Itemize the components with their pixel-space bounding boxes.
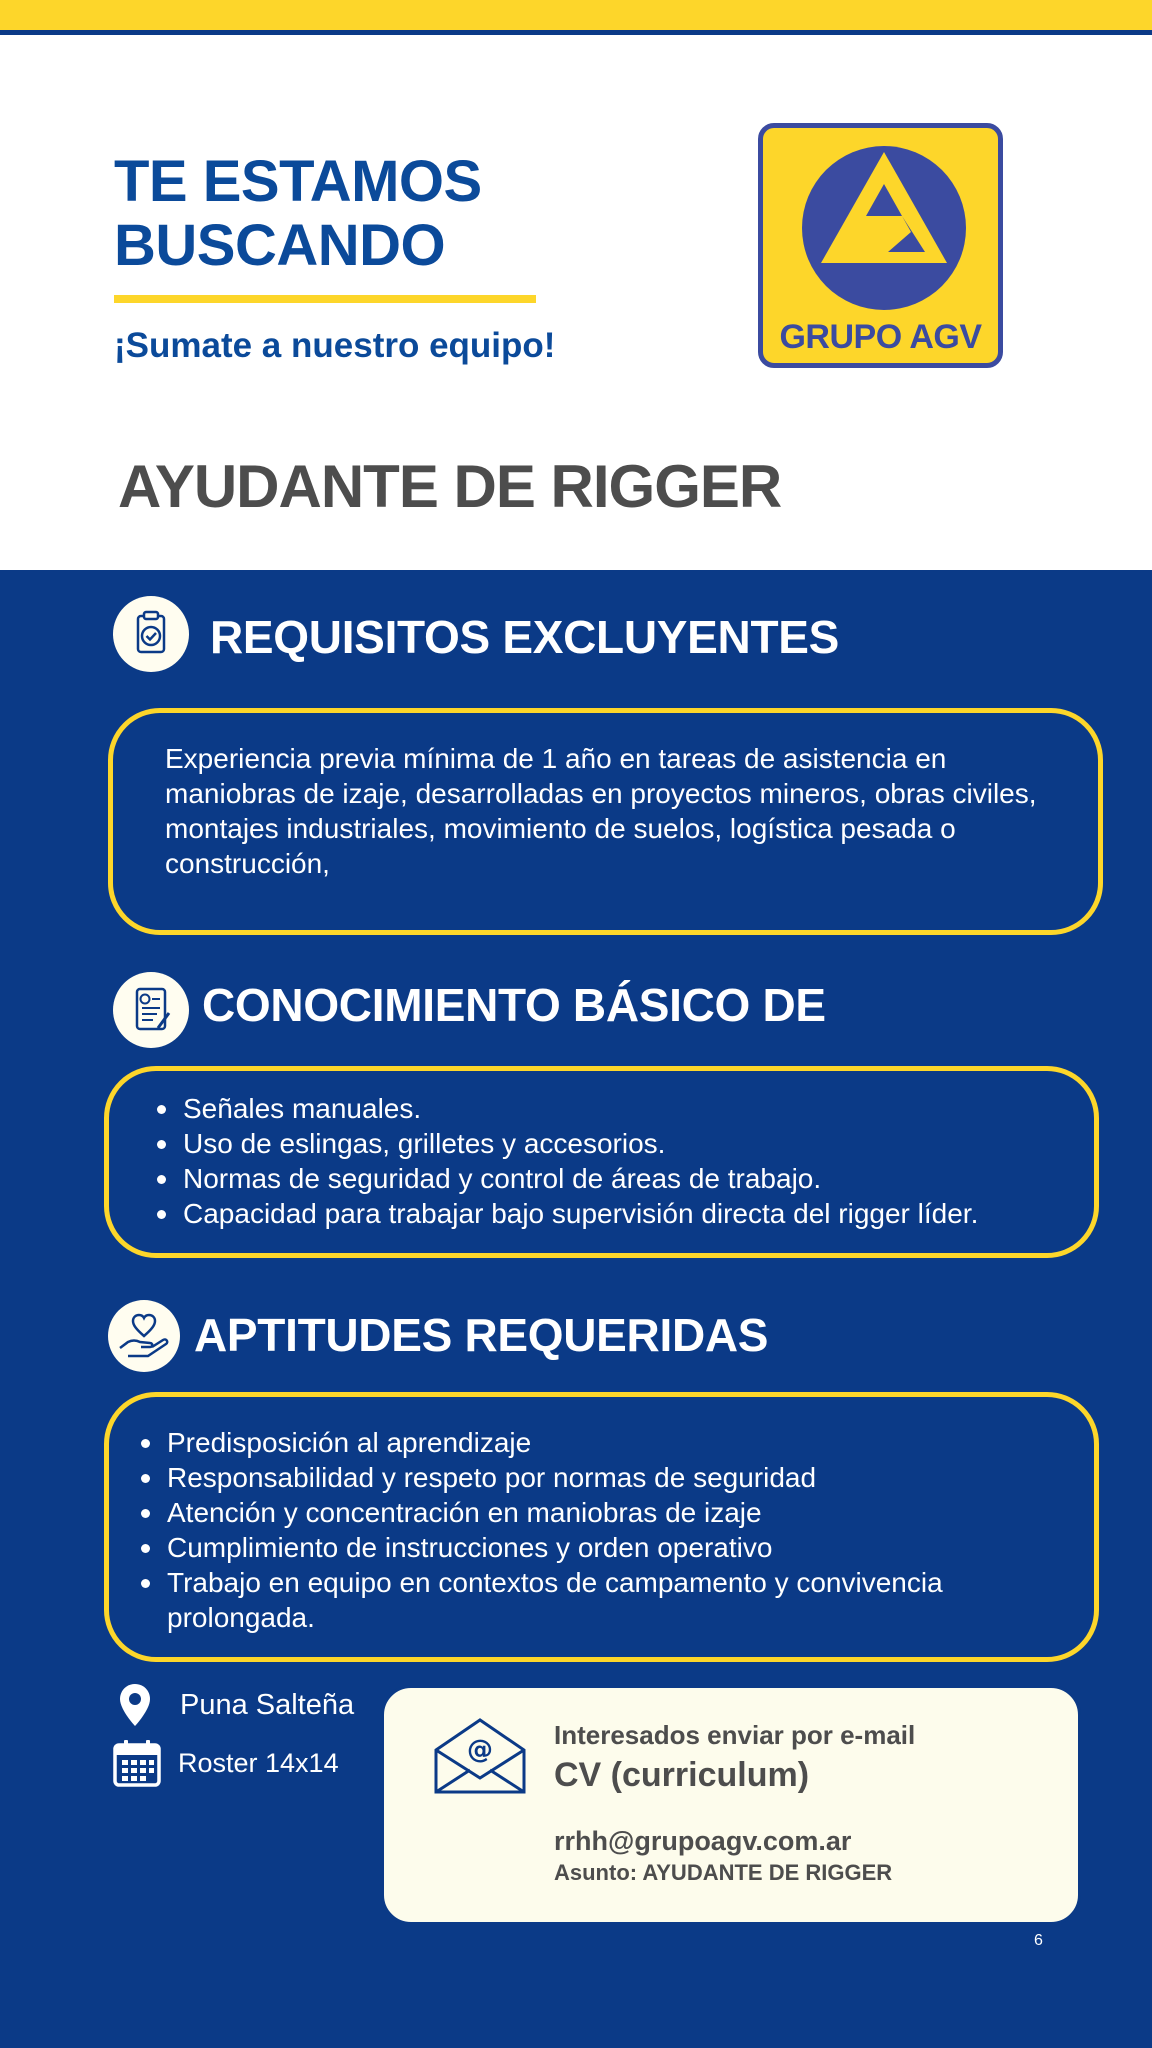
roster-text: Roster 14x14 <box>178 1747 339 1778</box>
hero-title <box>114 150 482 278</box>
top-accent-line <box>0 30 1152 35</box>
conocimiento-list <box>153 1091 1074 1231</box>
top-accent-bar <box>0 0 1152 30</box>
document-gear-icon <box>113 972 189 1048</box>
section-title-aptitudes: APTITUDES REQUERIDAS <box>194 1309 769 1361</box>
contact-line2: CV (curriculum) <box>554 1756 810 1794</box>
conocimiento-box <box>104 1066 1099 1258</box>
company-logo <box>758 123 1003 368</box>
svg-text:@: @ <box>467 1735 493 1765</box>
hero-underline <box>114 295 536 303</box>
logo-text: GRUPO AGV <box>779 318 982 356</box>
heart-hand-icon <box>108 1300 180 1372</box>
list-item: Normas de seguridad y control de áreas de trabajo. <box>153 1161 1074 1196</box>
clipboard-check-icon <box>113 596 189 672</box>
envelope-at-icon <box>432 1716 528 1796</box>
page-number: 6 <box>1034 1932 1043 1949</box>
requisitos-text: Experiencia previa mínima de 1 año en tareas de asistencia en maniobras de izaje, desarrolladas en proyectos mineros, obras civiles, montajes industriales, movimiento de suelos, logística pesada o construcción, <box>165 743 1037 879</box>
contact-subject: Asunto: AYUDANTE DE RIGGER <box>554 1860 893 1885</box>
contact-email[interactable]: rrhh@grupoagv.com.ar <box>554 1826 852 1856</box>
calendar-icon <box>112 1738 162 1788</box>
list-item: Señales manuales. <box>153 1091 1074 1126</box>
section-title-requisitos: REQUISITOS EXCLUYENTES <box>210 611 839 663</box>
contact-line1: Interesados enviar por e-mail <box>554 1720 916 1750</box>
list-item: Predisposición al aprendizaje <box>137 1425 1064 1460</box>
section-title-conocimiento: CONOCIMIENTO BÁSICO DE <box>202 979 826 1031</box>
list-item: Atención y concentración en maniobras de izaje <box>137 1495 1064 1530</box>
location-row <box>112 1682 354 1728</box>
requisitos-box <box>108 708 1103 935</box>
contact-card <box>381 1685 1081 1925</box>
location-pin-icon <box>112 1682 158 1728</box>
list-item: Trabajo en equipo en contextos de campamento y convivencia prolongada. <box>137 1565 1064 1635</box>
hero-subtitle: ¡Sumate a nuestro equipo! <box>114 326 556 365</box>
list-item: Capacidad para trabajar bajo supervisión directa del rigger líder. <box>153 1196 1074 1231</box>
list-item: Cumplimiento de instrucciones y orden operativo <box>137 1530 1064 1565</box>
location-text: Puna Salteña <box>180 1688 355 1721</box>
hero-title-line2: BUSCANDO <box>114 213 446 278</box>
aptitudes-box <box>104 1392 1099 1662</box>
job-title: AYUDANTE DE RIGGER <box>118 453 782 520</box>
list-item: Responsabilidad y respeto por normas de seguridad <box>137 1460 1064 1495</box>
hero-title-line1: TE ESTAMOS <box>114 149 482 214</box>
list-item: Uso de eslingas, grilletes y accesorios. <box>153 1126 1074 1161</box>
aptitudes-list <box>137 1425 1064 1635</box>
roster-row <box>112 1738 339 1788</box>
